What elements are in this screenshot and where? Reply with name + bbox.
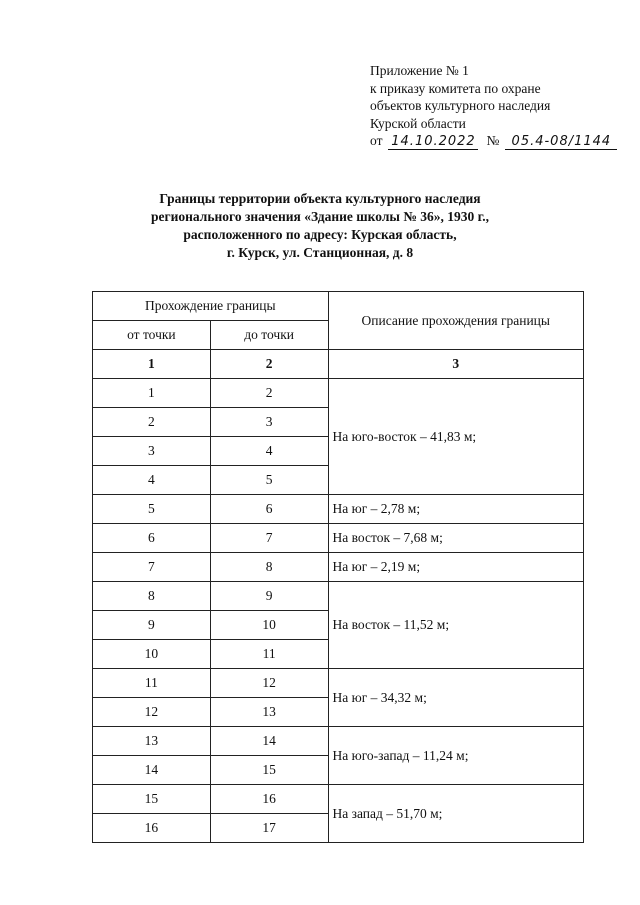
boundary-description: На юг – 2,19 м; bbox=[328, 553, 583, 582]
order-number-handwritten: 05.4-08/1144 bbox=[505, 134, 617, 150]
from-point: 10 bbox=[93, 640, 211, 669]
to-point: 14 bbox=[210, 727, 328, 756]
to-point: 13 bbox=[210, 698, 328, 727]
boundary-description: На юго-восток – 41,83 м; bbox=[328, 379, 583, 495]
boundary-table bbox=[92, 291, 584, 843]
title-line-3: расположенного по адресу: Курская область, bbox=[183, 227, 457, 242]
column-number: 3 bbox=[328, 350, 583, 379]
column-number: 1 bbox=[93, 350, 211, 379]
boundary-description: На восток – 7,68 м; bbox=[328, 524, 583, 553]
table-row bbox=[93, 582, 584, 611]
from-point: 11 bbox=[93, 669, 211, 698]
to-point: 2 bbox=[210, 379, 328, 408]
from-point: 16 bbox=[93, 814, 211, 843]
table-row bbox=[93, 669, 584, 698]
boundary-description: На восток – 11,52 м; bbox=[328, 582, 583, 669]
to-point: 6 bbox=[210, 495, 328, 524]
to-point: 10 bbox=[210, 611, 328, 640]
to-point: 8 bbox=[210, 553, 328, 582]
header-from-point: от точки bbox=[93, 321, 211, 350]
to-point: 16 bbox=[210, 785, 328, 814]
to-point: 5 bbox=[210, 466, 328, 495]
from-point: 15 bbox=[93, 785, 211, 814]
header-to-point: до точки bbox=[210, 321, 328, 350]
column-number-row bbox=[93, 350, 584, 379]
number-sign: № bbox=[486, 133, 500, 148]
to-point: 7 bbox=[210, 524, 328, 553]
to-point: 17 bbox=[210, 814, 328, 843]
boundary-description: На запад – 51,70 м; bbox=[328, 785, 583, 843]
boundary-description: На юго-запад – 11,24 м; bbox=[328, 727, 583, 785]
table-row bbox=[93, 495, 584, 524]
from-point: 7 bbox=[93, 553, 211, 582]
from-point: 6 bbox=[93, 524, 211, 553]
appendix-line-region: Курской области bbox=[370, 115, 466, 131]
order-date-handwritten: 14.10.2022 bbox=[388, 134, 478, 150]
title-line-1: Границы территории объекта культурного наследия bbox=[159, 191, 481, 206]
to-point: 3 bbox=[210, 408, 328, 437]
from-point: 4 bbox=[93, 466, 211, 495]
table-row bbox=[93, 524, 584, 553]
boundary-description: На юг – 34,32 м; bbox=[328, 669, 583, 727]
boundary-description: На юг – 2,78 м; bbox=[328, 495, 583, 524]
table-row bbox=[93, 727, 584, 756]
order-date-number bbox=[370, 132, 632, 150]
from-label: от bbox=[370, 133, 383, 148]
table-row bbox=[93, 785, 584, 814]
header-passage: Прохождение границы bbox=[93, 292, 329, 321]
appendix-line-order: к приказу комитета по охране bbox=[370, 80, 541, 96]
to-point: 11 bbox=[210, 640, 328, 669]
to-point: 12 bbox=[210, 669, 328, 698]
from-point: 14 bbox=[93, 756, 211, 785]
to-point: 15 bbox=[210, 756, 328, 785]
from-point: 5 bbox=[93, 495, 211, 524]
from-point: 12 bbox=[93, 698, 211, 727]
title-line-4: г. Курск, ул. Станционная, д. 8 bbox=[226, 245, 414, 260]
appendix-block bbox=[370, 62, 632, 150]
document-title bbox=[60, 190, 580, 262]
table-row bbox=[93, 553, 584, 582]
from-point: 1 bbox=[93, 379, 211, 408]
from-point: 9 bbox=[93, 611, 211, 640]
to-point: 4 bbox=[210, 437, 328, 466]
column-number: 2 bbox=[210, 350, 328, 379]
from-point: 2 bbox=[93, 408, 211, 437]
from-point: 8 bbox=[93, 582, 211, 611]
appendix-title: Приложение № 1 bbox=[370, 63, 469, 78]
to-point: 9 bbox=[210, 582, 328, 611]
header-description: Описание прохождения границы bbox=[328, 292, 583, 350]
table-row bbox=[93, 379, 584, 408]
from-point: 13 bbox=[93, 727, 211, 756]
appendix-line-committee: объектов культурного наследия bbox=[370, 98, 551, 113]
from-point: 3 bbox=[93, 437, 211, 466]
title-line-2: регионального значения «Здание школы № 36», 1930 г., bbox=[151, 209, 489, 224]
